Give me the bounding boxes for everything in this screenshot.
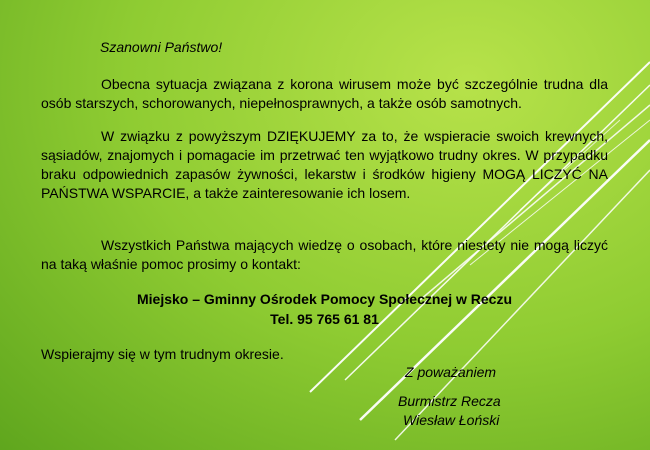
phone-number: Tel. 95 765 61 81 (270, 311, 379, 327)
regards: Z poważaniem (405, 364, 497, 380)
institution-name: Miejsko – Gminny Ośrodek Pomocy Społecznej w Reczu (137, 291, 512, 307)
paragraph-contact-request: Wszystkich Państwa mających wiedzę o osobach, które niestety nie mogą liczyć na taką właśnie pomoc prosimy o kontakt: (41, 237, 608, 272)
greeting: Szanowni Państwo! (100, 39, 223, 55)
signatory-name: Wiesław Łoński (403, 412, 500, 428)
paragraph-situation: Obecna sytuacja związana z korona wirusem może być szczególnie trudna dla osób starszych, schorowanych, niepełnosprawnych, a także osób samotnych. (41, 76, 608, 111)
paragraph-thanks: W związku z powyższym DZIĘKUJEMY za to, że wspieracie swoich krewnych, sąsiadów, znajomych i pomagacie im przetrwać ten wyjątkowo trudny okres. W przypadku braku odpowiednich zapasów żywności, lekarstw i środków higieny MOGĄ LICZYĆ NA PAŃSTWA WSPARCIE, a także zainteresowanie ich losem. (41, 128, 608, 201)
signatory-title: Burmistrz Recza (398, 393, 501, 409)
closing-line: Wspierajmy się w tym trudnym okresie. (41, 346, 284, 362)
